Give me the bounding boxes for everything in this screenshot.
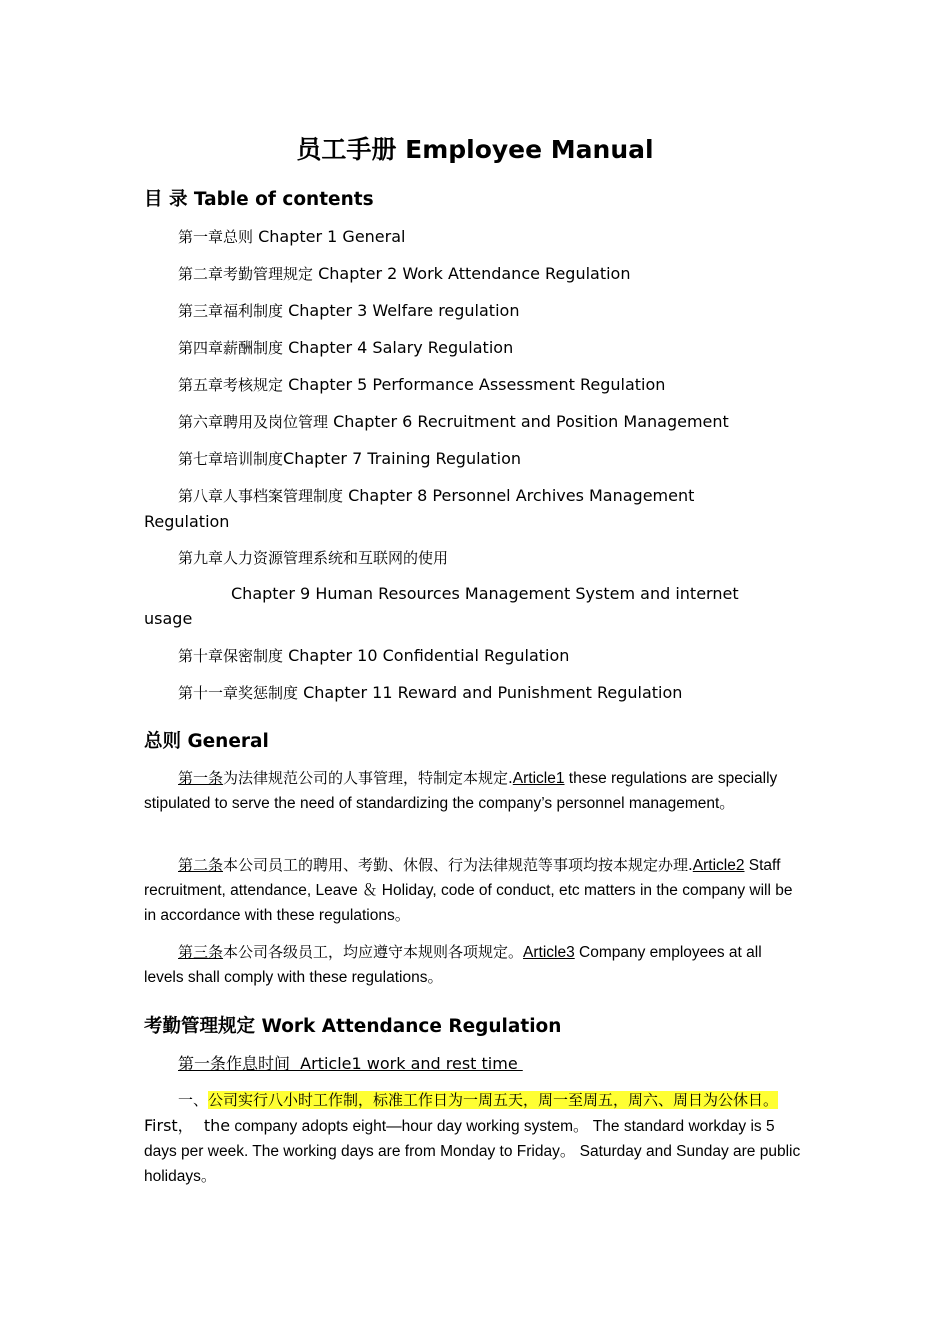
- toc-item-en: Chapter 9 Human Resources Management System and internet usage: [144, 584, 739, 628]
- general-article: [144, 940, 804, 990]
- item-first: First， the: [144, 1116, 231, 1135]
- toc-item-en: Chapter 11 Reward and Punishment Regulation: [298, 683, 683, 702]
- document-title: 员工手册 Employee Manual: [296, 135, 654, 164]
- toc-item-zh: 第二章考勤管理规定: [178, 265, 314, 283]
- article-text-en: these regulations are specially stipulated to serve the need of standardizing the company’s personnel management。: [144, 770, 778, 812]
- article-text-en: Company employees at all levels shall comply with these regulations。: [144, 944, 762, 986]
- article1-title: 第一条作息时间 Article1 work and rest time: [178, 1054, 523, 1073]
- article-text-zh: 为法律规范公司的人事管理，特制定本规定.: [223, 769, 513, 787]
- toc-item[interactable]: [144, 581, 769, 631]
- toc-item-zh: 第十章保密制度: [178, 647, 284, 665]
- toc-item-zh: 第十一章奖惩制度: [178, 684, 299, 702]
- toc-item-zh: 第六章聘用及岗位管理: [178, 413, 329, 431]
- toc-item[interactable]: [144, 335, 804, 361]
- article-label-zh: 第三条: [178, 943, 224, 961]
- article-label-en: Article2: [692, 857, 745, 874]
- toc-item-en: Chapter 6 Recruitment and Position Management: [328, 412, 729, 431]
- toc-item[interactable]: [144, 545, 804, 571]
- item-text-en: company adopts eight—hour day working system。 The standard workday is 5 days per week. The working days are from Monday to Friday。 Saturday and Sunday are public holidays。: [144, 1118, 801, 1185]
- article-label-zh: 第二条: [178, 856, 224, 874]
- toc-item[interactable]: [144, 372, 804, 398]
- article-label-zh: 第一条: [178, 769, 224, 787]
- toc-item-en: Chapter 1 General: [253, 227, 406, 246]
- article-text-zh: 本公司员工的聘用、考勤、休假、行为法律规范等事项均按本规定办理.: [223, 856, 693, 874]
- attendance-item: [144, 1088, 804, 1189]
- toc-item-en: Chapter 10 Confidential Regulation: [283, 646, 570, 665]
- toc-item[interactable]: [144, 261, 804, 287]
- toc-item-en: Chapter 7 Training Regulation: [283, 449, 521, 468]
- toc-item-en: Chapter 4 Salary Regulation: [283, 338, 514, 357]
- item-prefix: 一、: [178, 1091, 209, 1109]
- attendance-heading: 考勤管理规定 Work Attendance Regulation: [144, 1016, 562, 1037]
- article-text-zh: 本公司各级员工，均应遵守本规则各项规定。: [223, 943, 524, 961]
- toc-item[interactable]: [144, 643, 804, 669]
- toc-item-en: Chapter 8 Personnel Archives Management Regulation: [144, 486, 695, 531]
- attendance-article-title: [144, 1051, 804, 1076]
- toc-item-en: Chapter 3 Welfare regulation: [283, 301, 520, 320]
- toc-item-zh: 第七章培训制度: [178, 450, 284, 468]
- article-text-en: Staff recruitment, attendance, Leave ＆ Holiday, code of conduct, etc matters in the company will be in accordance with these regulations。: [144, 857, 793, 924]
- toc-item-zh: 第八章人事档案管理制度: [178, 487, 344, 505]
- toc-item-en: Chapter 5 Performance Assessment Regulation: [283, 375, 666, 394]
- article-label-en: Article1: [512, 770, 565, 787]
- general-article: [144, 766, 804, 816]
- toc-item-zh: 第一章总则: [178, 228, 254, 246]
- toc-item-zh: 第四章薪酬制度: [178, 339, 284, 357]
- toc-item[interactable]: [144, 680, 804, 706]
- general-heading: 总则 General: [144, 731, 269, 752]
- toc-item[interactable]: [144, 409, 804, 435]
- general-article: [144, 853, 804, 928]
- toc-item[interactable]: [144, 224, 804, 250]
- toc-item-en: Chapter 2 Work Attendance Regulation: [313, 264, 631, 283]
- toc-item-zh: 第五章考核规定: [178, 376, 284, 394]
- toc-item-zh: 第三章福利制度: [178, 302, 284, 320]
- toc-item[interactable]: [144, 483, 744, 534]
- toc-item[interactable]: [144, 446, 804, 472]
- article-label-en: Article3: [523, 944, 575, 961]
- highlighted-text: 公司实行八小时工作制，标准工作日为一周五天，周一至周五，周六、周日为公休日。: [208, 1091, 779, 1109]
- toc-item-zh: 第九章人力资源管理系统和互联网的使用: [178, 549, 449, 567]
- toc-heading: 目 录 Table of contents: [144, 189, 374, 210]
- toc-item[interactable]: [144, 298, 804, 324]
